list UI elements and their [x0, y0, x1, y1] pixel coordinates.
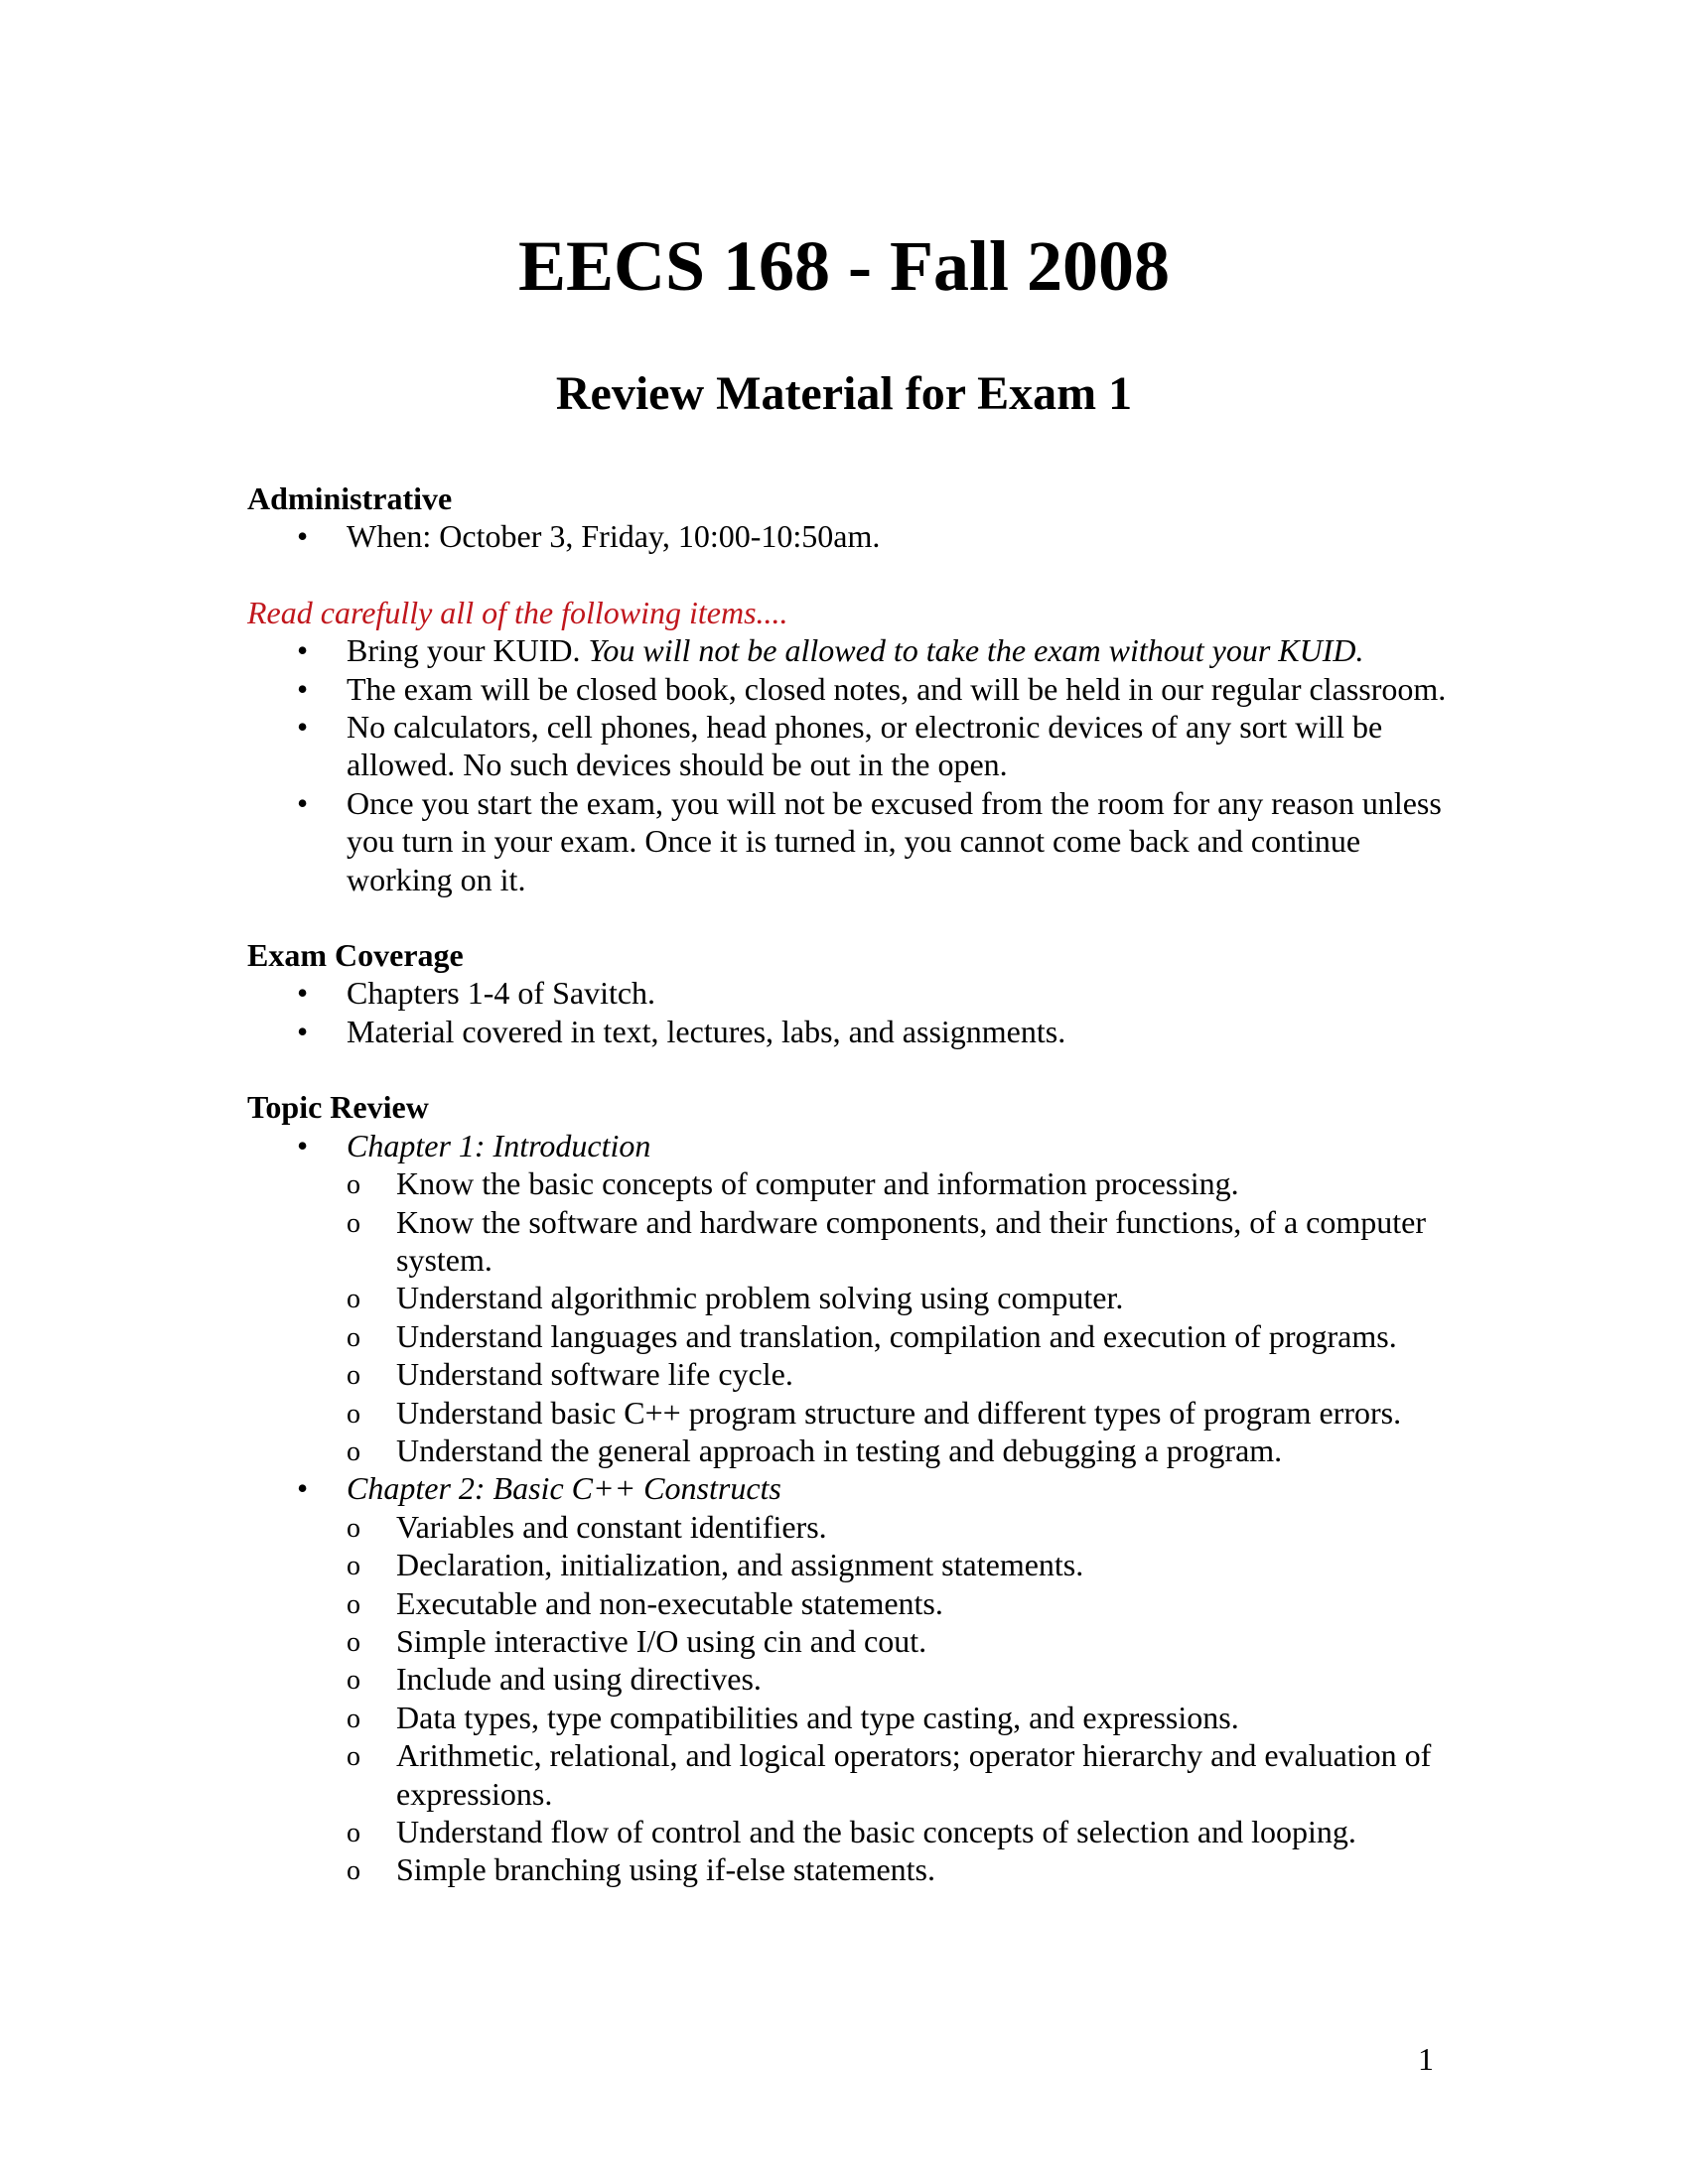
- list-item: [247, 708, 1469, 784]
- sub-item-text: Understand the general approach in testing and debugging a program.: [396, 1432, 1283, 1468]
- list-item: [247, 631, 1469, 669]
- sub-list-item: [347, 1508, 1469, 1546]
- sub-list-item: [347, 1164, 1469, 1202]
- sub-item-text: Know the basic concepts of computer and information processing.: [396, 1165, 1239, 1202]
- sub-list-item: [347, 1850, 1469, 1888]
- circle-bullet-icon: o: [347, 1321, 360, 1353]
- circle-bullet-icon: o: [347, 1284, 360, 1315]
- sub-list-item: [347, 1813, 1469, 1850]
- list-item: [247, 517, 1469, 555]
- sub-list-item: [347, 1394, 1469, 1432]
- page-subtitle: Review Material for Exam 1: [555, 367, 1133, 420]
- circle-bullet-icon: o: [347, 1665, 360, 1697]
- sub-item-text: Understand languages and translation, compilation and execution of programs.: [396, 1317, 1397, 1354]
- sub-list-item: [347, 1736, 1469, 1813]
- list-item-text: No calculators, cell phones, head phones, or electronic devices of any sort will be allowed. No such devices should be out in the open.: [347, 709, 1383, 783]
- sub-list-item: [347, 1699, 1469, 1736]
- sub-item-text: Understand software life cycle.: [396, 1356, 793, 1393]
- kuid-text: Bring your KUID.: [347, 632, 581, 669]
- sub-item-text: Include and using directives.: [396, 1661, 762, 1698]
- list-item-text: Chapters 1-4 of Savitch.: [347, 975, 656, 1012]
- sub-list-item: [347, 1546, 1469, 1583]
- chapter-item: [247, 1469, 1469, 1888]
- bullet-icon: •: [297, 709, 309, 746]
- chapter-item: [247, 1127, 1469, 1470]
- administrative-heading: Administrative: [247, 480, 453, 516]
- chapter-1-topics: [347, 1164, 1469, 1469]
- circle-bullet-icon: o: [347, 1626, 360, 1658]
- chapter-title: Chapter 1: Introduction: [347, 1127, 651, 1163]
- bullet-icon: •: [297, 784, 309, 821]
- sub-list-item: [347, 1432, 1469, 1469]
- circle-bullet-icon: o: [347, 1398, 360, 1430]
- kuid-warning: You will not be allowed to take the exam without your KUID.: [588, 632, 1364, 669]
- coverage-heading: Exam Coverage: [247, 937, 464, 974]
- list-item: [247, 784, 1469, 898]
- sub-list-item: [347, 1660, 1469, 1698]
- document-body: [247, 479, 1469, 1889]
- sub-item-text: Understand flow of control and the basic concepts of selection and looping.: [396, 1814, 1356, 1849]
- sub-item-text: Declaration, initialization, and assignment statements.: [396, 1547, 1084, 1583]
- bullet-icon: •: [297, 632, 309, 669]
- circle-bullet-icon: o: [347, 1169, 360, 1201]
- sub-item-text: Variables and constant identifiers.: [396, 1508, 827, 1545]
- sub-item-text: Understand algorithmic problem solving using computer.: [396, 1280, 1124, 1316]
- rules-list: [247, 631, 1469, 898]
- list-item: [247, 1013, 1469, 1050]
- sub-item-text: Simple branching using if-else statements.: [396, 1851, 935, 1888]
- list-item: [247, 670, 1469, 708]
- list-item-text: When: October 3, Friday, 10:00-10:50am.: [347, 518, 881, 555]
- circle-bullet-icon: o: [347, 1360, 360, 1392]
- topic-list: [247, 1127, 1469, 1889]
- sub-item-text: Simple interactive I/O using cin and cout.: [396, 1622, 927, 1659]
- circle-bullet-icon: o: [347, 1703, 360, 1734]
- bullet-icon: •: [297, 1470, 309, 1507]
- circle-bullet-icon: o: [347, 1741, 360, 1773]
- bullet-icon: •: [297, 975, 309, 1012]
- circle-bullet-icon: o: [347, 1435, 360, 1467]
- sub-item-text: Know the software and hardware components, and their functions, of a computer system.: [396, 1203, 1426, 1278]
- list-item-text: Once you start the exam, you will not be excused from the room for any reason unless you turn in your exam. Once it is turned in, you cannot come back and continue working on it.: [347, 784, 1442, 897]
- circle-bullet-icon: o: [347, 1551, 360, 1582]
- sub-list-item: [347, 1584, 1469, 1622]
- circle-bullet-icon: o: [347, 1855, 360, 1887]
- coverage-list: [247, 974, 1469, 1050]
- sub-list-item: [347, 1203, 1469, 1280]
- bullet-icon: •: [297, 518, 309, 555]
- sub-list-item: [347, 1355, 1469, 1393]
- sub-item-text: Data types, type compatibilities and type casting, and expressions.: [396, 1699, 1239, 1735]
- circle-bullet-icon: o: [347, 1512, 360, 1544]
- sub-list-item: [347, 1622, 1469, 1660]
- page-title: EECS 168 - Fall 2008: [517, 226, 1171, 306]
- sub-list-item: [347, 1317, 1469, 1355]
- sub-item-text: Executable and non-executable statements.: [396, 1584, 943, 1621]
- bullet-icon: •: [297, 1013, 309, 1049]
- sub-item-text: Arithmetic, relational, and logical operators; operator hierarchy and evaluation of expressions.: [396, 1737, 1432, 1812]
- list-item-text: The exam will be closed book, closed notes, and will be held in our regular classroom.: [347, 670, 1447, 707]
- list-item: [247, 974, 1469, 1012]
- sub-list-item: [347, 1279, 1469, 1316]
- read-carefully-note: Read carefully all of the following items....: [247, 594, 788, 630]
- bullet-icon: •: [297, 1127, 309, 1163]
- circle-bullet-icon: o: [347, 1818, 360, 1848]
- circle-bullet-icon: o: [347, 1207, 360, 1239]
- bullet-icon: •: [297, 670, 309, 707]
- circle-bullet-icon: o: [347, 1588, 360, 1620]
- chapter-2-topics: [347, 1508, 1469, 1889]
- administrative-list: [247, 517, 1469, 555]
- chapter-title: Chapter 2: Basic C++ Constructs: [347, 1470, 781, 1507]
- sub-item-text: Understand basic C++ program structure and different types of program errors.: [396, 1394, 1402, 1431]
- page-number: 1: [1418, 2041, 1434, 2077]
- list-item-text: Material covered in text, lectures, labs, and assignments.: [347, 1013, 1066, 1049]
- topic-review-heading: Topic Review: [247, 1089, 429, 1126]
